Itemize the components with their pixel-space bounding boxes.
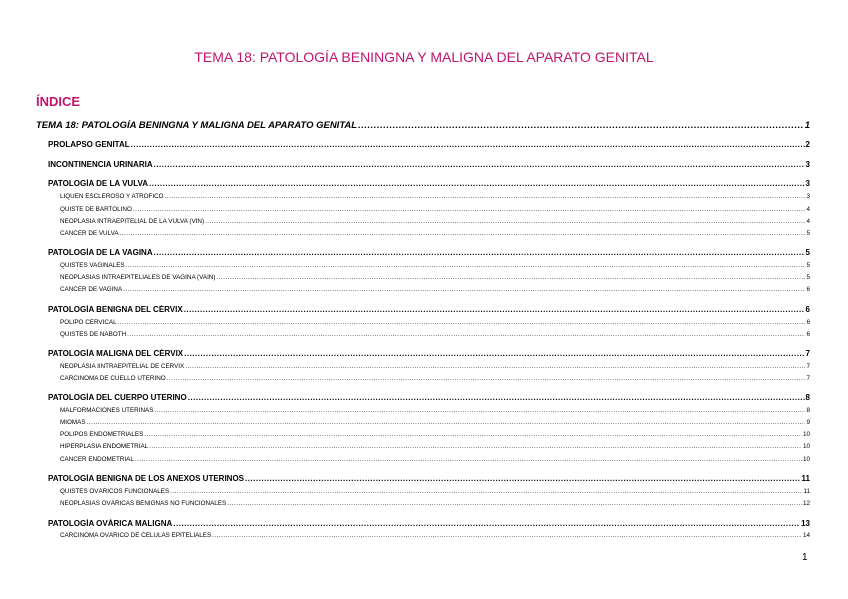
- toc-entry-label: QUISTE DE BARTOLINO: [60, 206, 132, 213]
- toc-entry[interactable]: [48, 248, 810, 257]
- toc-entry[interactable]: [60, 274, 810, 281]
- toc-entry[interactable]: [60, 532, 810, 539]
- toc-entry[interactable]: [60, 230, 810, 237]
- toc-entry-label: NEOPLASIAS INTRAEPITELIALES DE VAGINA (VAIN): [60, 274, 216, 281]
- toc-entry-label: CÁNCER DE VULVA: [60, 230, 119, 237]
- toc-entry-page: 9: [806, 419, 810, 426]
- toc-entry[interactable]: [48, 140, 810, 149]
- toc-entry[interactable]: [60, 218, 810, 225]
- toc-entry-page: 3: [805, 179, 810, 188]
- toc-entry-page: 7: [805, 349, 810, 358]
- toc-entry[interactable]: [60, 193, 810, 200]
- index-heading: ÍNDICE: [36, 94, 81, 109]
- toc-entry[interactable]: [60, 456, 810, 463]
- toc-entry-label: PROLAPSO GENITAL: [48, 140, 130, 149]
- toc-dot-leader: [131, 140, 805, 149]
- toc-dot-leader: [123, 286, 805, 293]
- toc-entry[interactable]: [48, 349, 810, 358]
- toc-entry[interactable]: [60, 319, 810, 326]
- toc-entry[interactable]: [60, 206, 810, 213]
- toc-entry-page: 6: [806, 286, 810, 293]
- toc-entry-page: 4: [806, 206, 810, 213]
- toc-dot-leader: [144, 431, 802, 438]
- toc-entry-page: 3: [805, 160, 810, 169]
- toc-entry-label: NEOPLASIA INTRAEPITELIAL DE LA VULVA (VIN): [60, 218, 205, 225]
- toc-entry[interactable]: [60, 500, 810, 507]
- toc-entry-label: INCONTINENCIA URINARIA: [48, 160, 153, 169]
- toc-entry[interactable]: [60, 331, 810, 338]
- toc-dot-leader: [154, 407, 805, 414]
- toc-dot-leader: [127, 331, 805, 338]
- toc-entry-page: 6: [806, 319, 810, 326]
- toc-dot-leader: [227, 500, 802, 507]
- toc-dot-leader: [358, 120, 804, 131]
- toc-entry-page: 8: [806, 407, 810, 414]
- toc-entry[interactable]: [48, 179, 810, 188]
- document-title: TEMA 18: PATOLOGÍA BENINGNA Y MALIGNA DEL APARATO GENITAL: [194, 49, 654, 65]
- toc-entry-page: 13: [801, 519, 810, 528]
- toc-entry[interactable]: [48, 160, 810, 169]
- toc-entry-label: PATOLOGÍA DE LA VULVA: [48, 179, 148, 188]
- toc-entry-page: 6: [806, 331, 810, 338]
- toc-entry[interactable]: [48, 393, 810, 402]
- toc-entry-page: 3: [806, 193, 810, 200]
- toc-entry-label: QUISTES OVÁRICOS FUNCIONALES: [60, 488, 170, 495]
- toc-entry-label: PATOLOGÍA OVÁRICA MALIGNA: [48, 519, 173, 528]
- toc-entry-label: PATOLOGÍA BENIGNA DE LOS ANEXOS UTERINOS: [48, 474, 245, 483]
- toc-entry-page: 7: [806, 375, 810, 382]
- toc-entry-page: 1: [804, 120, 810, 131]
- toc-entry-page: 5: [806, 230, 810, 237]
- toc-dot-leader: [173, 519, 800, 528]
- toc-entry-label: QUISTES VAGINALES: [60, 262, 125, 269]
- toc-dot-leader: [212, 532, 802, 539]
- toc-entry[interactable]: [60, 286, 810, 293]
- toc-dot-leader: [126, 262, 806, 269]
- toc-entry[interactable]: [60, 419, 810, 426]
- toc-entry-page: 4: [806, 218, 810, 225]
- toc-entry-label: PATOLOGÍA MALIGNA DEL CÉRVIX: [48, 349, 184, 358]
- toc-entry-label: POLIPOS ENDOMETRIALES: [60, 431, 144, 438]
- toc-entry-page: 12: [802, 500, 810, 507]
- toc-entry[interactable]: [60, 488, 810, 495]
- toc-entry-page: 14: [802, 532, 810, 539]
- toc-dot-leader: [154, 160, 805, 169]
- toc-entry-page: 10: [802, 456, 810, 463]
- toc-entry-label: CÁNCER DE VAGINA: [60, 286, 123, 293]
- toc-entry-label: TEMA 18: PATOLOGÍA BENINGNA Y MALIGNA DEL APARATO GENITAL: [36, 120, 358, 131]
- toc-dot-leader: [167, 375, 806, 382]
- toc-dot-leader: [135, 456, 802, 463]
- toc-dot-leader: [184, 349, 804, 358]
- toc-entry-page: 5: [806, 274, 810, 281]
- toc-dot-leader: [154, 248, 805, 257]
- toc-entry[interactable]: [60, 443, 810, 450]
- toc-entry-page: 5: [806, 262, 810, 269]
- toc-entry[interactable]: [60, 407, 810, 414]
- toc-entry-label: MALFORMACIONES UTERINAS: [60, 407, 154, 414]
- toc-entry-page: 11: [803, 488, 810, 495]
- toc-entry[interactable]: [48, 305, 810, 314]
- toc-entry-label: CARCINOMA DE CUELLO UTERINO: [60, 375, 166, 382]
- toc-entry-label: PATOLOGÍA DEL CUERPO UTERINO: [48, 393, 187, 402]
- toc-dot-leader: [133, 206, 806, 213]
- toc-entry-label: HIPERPLASIA ENDOMETRIAL: [60, 443, 149, 450]
- toc-entry[interactable]: [60, 262, 810, 269]
- toc-entry[interactable]: [48, 519, 810, 528]
- toc-entry-label: PÓLIPO CERVICAL: [60, 319, 117, 326]
- toc-dot-leader: [165, 193, 806, 200]
- toc-entry-page: 7: [806, 363, 810, 370]
- toc-entry[interactable]: [60, 363, 810, 370]
- toc-entry-label: LIQUEN ESCLEROSO Y ATROFICO: [60, 193, 164, 200]
- toc-entry-label: PATOLOGÍA DE LA VAGINA: [48, 248, 153, 257]
- toc-entry-label: QUISTES DE NABOTH: [60, 331, 127, 338]
- toc-entry-label: MIOMAS: [60, 419, 86, 426]
- toc-dot-leader: [184, 305, 805, 314]
- toc-entry-label: CARCINOMA OVÁRICO DE CÉLULAS EPITELIALES: [60, 532, 212, 539]
- toc-dot-leader: [185, 363, 805, 370]
- toc-dot-leader: [188, 393, 805, 402]
- toc-dot-leader: [149, 443, 802, 450]
- toc-dot-leader: [170, 488, 802, 495]
- toc-dot-leader: [118, 319, 806, 326]
- toc-dot-leader: [149, 179, 805, 188]
- toc-entry-page: 5: [805, 248, 810, 257]
- toc-entry-page: 10: [802, 431, 810, 438]
- toc-entry[interactable]: [60, 431, 810, 438]
- page-number: 1: [802, 552, 808, 563]
- toc-dot-leader: [245, 474, 801, 483]
- toc-entry-label: PATOLOGÍA BENIGNA DEL CÉRVIX: [48, 305, 183, 314]
- toc-entry-label: NEOPLASIA IINTRAEPITELIAL DE CÉRVIX: [60, 363, 185, 370]
- toc-dot-leader: [205, 218, 805, 225]
- toc-entry[interactable]: [48, 474, 810, 483]
- toc-entry-label: NEOPLASIAS OVÁRICAS BENIGNAS NO FUNCIONALES: [60, 500, 227, 507]
- toc-entry-page: 6: [805, 305, 810, 314]
- toc-dot-leader: [87, 419, 806, 426]
- toc-entry-page: 10: [802, 443, 810, 450]
- toc-dot-leader: [217, 274, 806, 281]
- toc-entry[interactable]: [36, 120, 810, 131]
- toc-entry-label: CÁNCER ENDOMETRIAL: [60, 456, 134, 463]
- toc-entry-page: 11: [801, 474, 810, 483]
- toc-entry-page: 8: [805, 393, 810, 402]
- toc-dot-leader: [120, 230, 806, 237]
- toc-entry-page: 2: [805, 140, 810, 149]
- toc-entry[interactable]: [60, 375, 810, 382]
